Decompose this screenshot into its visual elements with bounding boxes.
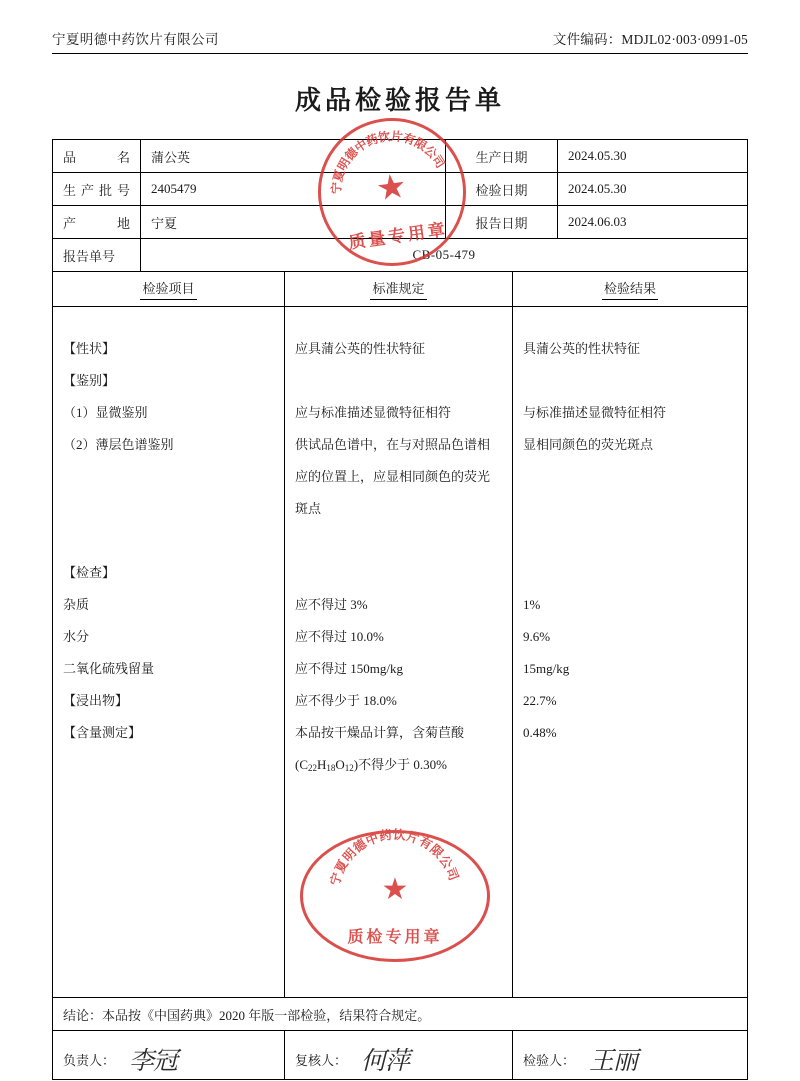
stamp-arc-text-top: 宁 夏 明 德 中 药 饮 片 有 限 公 司 [329, 129, 448, 195]
row-item: 杂质 [63, 597, 90, 612]
row-item: 【性状】 [63, 341, 116, 356]
document-code [553, 28, 748, 48]
row-standard [295, 557, 502, 589]
product-name-label: 品名 [53, 140, 141, 173]
standard-list [285, 307, 512, 997]
row-standard: 应具蒲公英的性状特征 [295, 341, 426, 356]
inspection-table-body [53, 307, 748, 998]
row-item [63, 525, 274, 557]
row-standard: 斑点 [295, 501, 322, 516]
row-result: 9.6% [523, 629, 551, 644]
origin-label: 产地 [53, 206, 141, 239]
responsible-signature: 李冠 [129, 1048, 178, 1075]
document-code-label: 文件编码： [552, 32, 622, 47]
stamp-center-text-bottom: 质检专用章 [347, 929, 443, 946]
report-date-value: 2024.06.03 [558, 206, 748, 239]
row-standard: 应不得少于 18.0% [295, 693, 397, 708]
inspection-date-value: 2024.05.30 [558, 173, 748, 206]
row-standard: 应与标准描述显微特征相符 [295, 405, 452, 420]
row-result: 22.7% [523, 693, 557, 708]
signature-row [53, 1031, 748, 1080]
row-item [63, 461, 274, 493]
row-standard: 供试品色谱中，在与对照品色谱相 [295, 437, 491, 452]
document-code-value: MDJL02·003·0991-05 [621, 32, 748, 47]
report-no-label: 报告单号 [53, 239, 141, 272]
row-standard: 应不得过 150mg/kg [295, 661, 403, 676]
row-result: 具蒲公英的性状特征 [523, 341, 641, 356]
row-item: 二氧化硫残留量 [63, 661, 155, 676]
production-date-label: 生产日期 [446, 140, 558, 173]
reviewer-signature: 何萍 [361, 1048, 410, 1075]
product-name-value: 蒲公英 [141, 140, 446, 173]
table-row [53, 173, 748, 206]
batch-value: 2405479 [141, 173, 446, 206]
inspector-label: 检验人： [523, 1053, 576, 1068]
row-result [523, 525, 737, 557]
row-standard-formula: $(C_{22}H_{18}O_{12})$不得少于 0.30% [295, 757, 447, 773]
conclusion-row [53, 998, 748, 1031]
table-row [53, 206, 748, 239]
responsible-label: 负责人： [63, 1053, 116, 1068]
row-result: 0.48% [523, 725, 557, 740]
row-item: 【浸出物】 [63, 693, 129, 708]
row-item: （1）显微鉴别 [63, 405, 148, 420]
row-result: 1% [523, 597, 541, 612]
inspection-date-label: 检验日期 [446, 173, 558, 206]
row-standard [295, 525, 502, 557]
company-name: 宁夏明德中药饮片有限公司 [52, 32, 219, 47]
row-result [523, 365, 737, 397]
row-item: 【含量测定】 [63, 725, 142, 740]
reviewer-label: 复核人： [295, 1053, 348, 1068]
standard-column [285, 307, 513, 998]
items-list [53, 307, 284, 997]
page-header [52, 28, 748, 54]
result-list [513, 307, 747, 997]
row-standard [295, 365, 502, 397]
conclusion-cell [53, 998, 748, 1031]
responsible-cell [53, 1031, 285, 1080]
result-column [513, 307, 748, 998]
batch-label: 生产批号 [53, 173, 141, 206]
stamp-arc-text-bottom: 宁 夏 明 德 中 药 饮 片 有 限 公 司 [327, 827, 461, 888]
row-standard: 应的位置上，应显相同颜色的荧光 [295, 469, 491, 484]
star-icon: ★ [381, 873, 409, 906]
stamp-center-text-top: 质量专用章 [347, 219, 450, 253]
table-row [53, 140, 748, 173]
column-header-result: 检验结果 [513, 272, 748, 307]
report-table [52, 139, 748, 272]
table-row [53, 239, 748, 272]
row-item: 水分 [63, 629, 90, 644]
row-item: 【鉴别】 [63, 373, 116, 388]
row-standard: 本品按干燥品计算，含菊苣酸 [295, 725, 465, 740]
row-result [523, 557, 737, 589]
row-result: 显相同颜色的荧光斑点 [523, 437, 654, 452]
origin-value: 宁夏 [141, 206, 446, 239]
row-result [523, 461, 737, 493]
inspector-signature: 王丽 [589, 1048, 638, 1075]
inspector-cell [513, 1031, 748, 1080]
column-header-item: 检验项目 [53, 272, 285, 307]
row-standard: 应不得过 10.0% [295, 629, 384, 644]
row-result: 15mg/kg [523, 661, 570, 676]
row-item: 【检查】 [63, 565, 116, 580]
inspection-table-header [53, 272, 748, 307]
row-result: 与标准描述显微特征相符 [523, 405, 667, 420]
row-standard: 应不得过 3% [295, 597, 368, 612]
inspection-table [52, 271, 748, 1031]
reviewer-cell [285, 1031, 513, 1080]
star-icon: ★ [373, 167, 410, 209]
row-item [63, 493, 274, 525]
column-header-standard: 标准规定 [285, 272, 513, 307]
items-column [53, 307, 285, 998]
conclusion-label: 结论： [63, 1007, 103, 1023]
signature-table [52, 1030, 748, 1080]
production-date-value: 2024.05.30 [558, 140, 748, 173]
report-date-label: 报告日期 [446, 206, 558, 239]
row-item: （2）薄层色谱鉴别 [63, 437, 174, 452]
conclusion-text: 本品按《中国药典》2020 年版一部检验，结果符合规定。 [102, 1007, 431, 1023]
row-result [523, 493, 737, 525]
report-no-value: CB-05-479 [141, 239, 748, 272]
page-title: 成品检验报告单 [294, 86, 505, 115]
